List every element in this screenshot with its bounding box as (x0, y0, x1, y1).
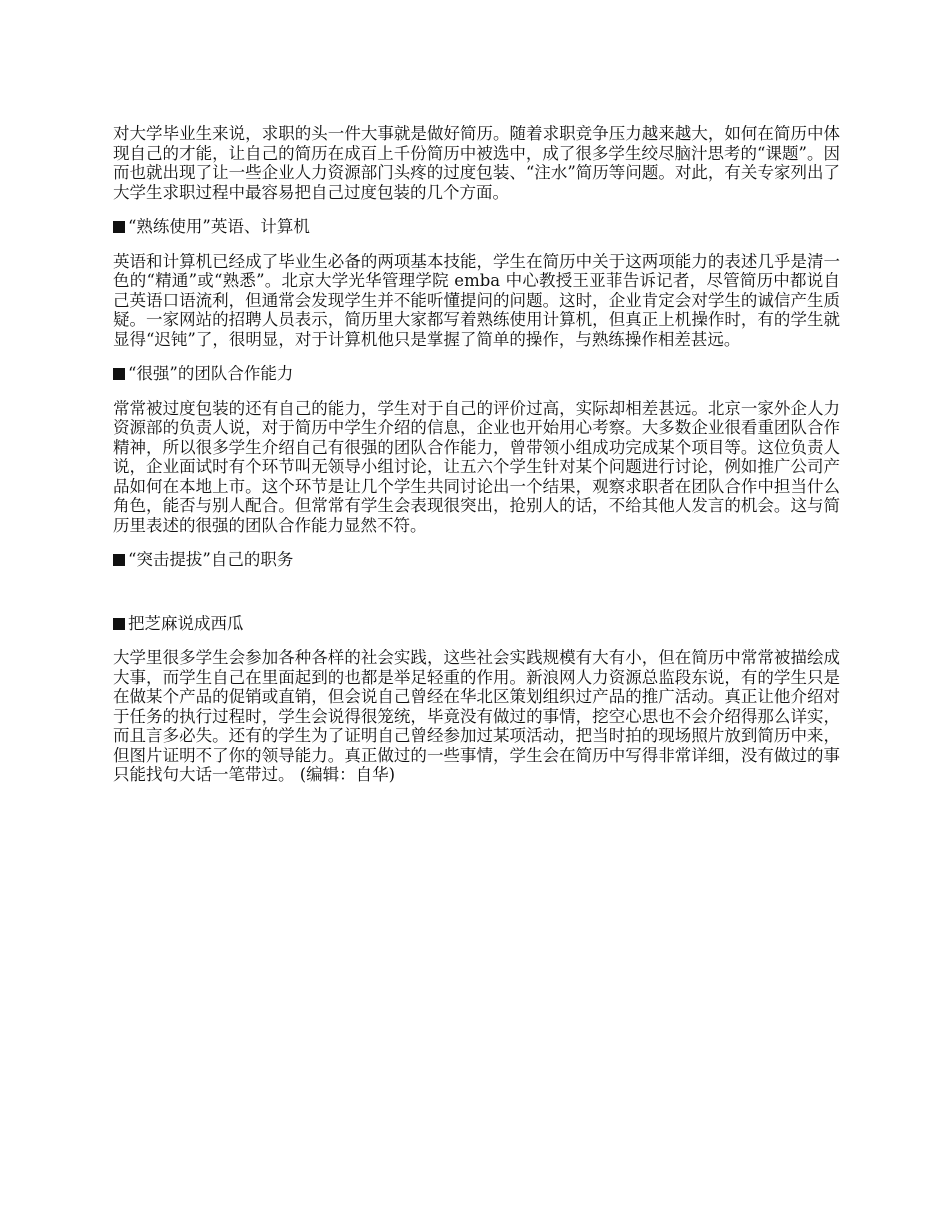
section-heading-text: “很强”的团队合作能力 (128, 364, 294, 383)
intro-paragraph: 对大学毕业生来说，求职的头一件大事就是做好简历。随着求职竞争压力越来越大，如何在简历中体现自己的才能，让自己的简历在成百上千份简历中被选中，成了很多学生绞尽脑汁思考的“课题”。因而也就出现了让一些企业人力资源部门头疼的过度包装、“注水”简历等问题。对此，有关专家列出了大学生求职过程中最容易把自己过度包装的几个方面。 (113, 124, 840, 202)
section-heading-text: 把芝麻说成西瓜 (128, 613, 244, 633)
section-heading-english-computer (113, 217, 840, 237)
square-bullet-icon (113, 221, 125, 233)
section-heading-promotion (113, 550, 840, 570)
paragraph-exaggeration: 大学里很多学生会参加各种各样的社会实践，这些社会实践规模有大有小，但在简历中常常被描绘成大事，而学生自己在里面起到的也都是举足轻重的作用。新浪网人力资源总监段东说，有的学生只是在做某个产品的促销或直销，但会说自己曾经在华北区策划组织过产品的推广活动。真正让他介绍对于任务的执行过程时，学生会说得很笼统，毕竟没有做过的事情，挖空心思也不会介绍得那么详实，而且言多必失。还有的学生为了证明自己曾经参加过某项活动，把当时拍的现场照片放到简历中来，但图片证明不了你的领导能力。真正做过的一些事情，学生会在简历中写得非常详细，没有做过的事只能找句大话一笔带过。 (编辑：自华) (113, 648, 840, 784)
paragraph-english-computer: 英语和计算机已经成了毕业生必备的两项基本技能，学生在简历中关于这两项能力的表述几乎是清一色的“精通”或“熟悉”。北京大学光华管理学院 emba 中心教授王亚菲告诉记者，尽管简历中都说自己英语口语流利，但通常会发现学生并不能听懂提问的问题。这时，企业肯定会对学生的诚信产生质疑。一家网站的招聘人员表示，简历里大家都写着熟练使用计算机，但真正上机操作时，有的学生就显得“迟钝”了，很明显，对于计算机他只是掌握了简单的操作，与熟练操作相差甚远。 (113, 251, 840, 349)
section-heading-text: “突击提拔”自己的职务 (128, 550, 294, 569)
square-bullet-icon (113, 618, 125, 630)
square-bullet-icon (113, 554, 125, 566)
section-heading-text: “熟练使用”英语、计算机 (128, 217, 310, 236)
square-bullet-icon (113, 368, 125, 380)
document-body (113, 124, 840, 800)
section-heading-exaggeration (113, 614, 840, 634)
section-heading-teamwork (113, 364, 840, 384)
paragraph-teamwork: 常常被过度包装的还有自己的能力，学生对于自己的评价过高，实际却相差甚远。北京一家外企人力资源部的负责人说，对于简历中学生介绍的信息，企业也开始用心考察。大多数企业很看重团队合作精神，所以很多学生介绍自己有很强的团队合作能力，曾带领小组成功完成某个项目等。这位负责人说，企业面试时有个环节叫无领导小组讨论，让五六个学生针对某个问题进行讨论，例如推广公司产品如何在本地上市。这个环节是让几个学生共同讨论出一个结果，观察求职者在团队合作中担当什么角色，能否与别人配合。但常常有学生会表现很突出，抢别人的话，不给其他人发言的机会。这与简历里表述的很强的团队合作能力显然不符。 (113, 398, 840, 535)
